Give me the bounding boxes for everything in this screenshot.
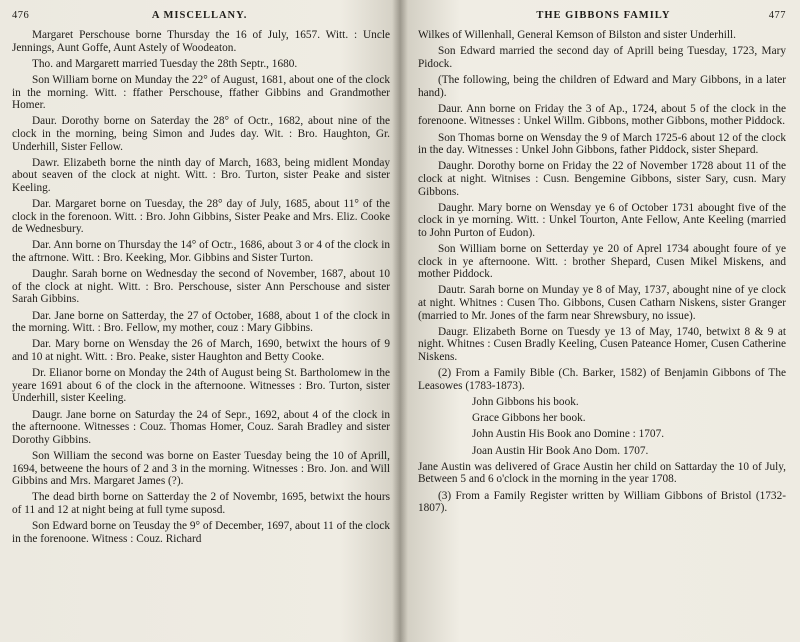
paragraph: Daughr. Mary borne on Wensday ye 6 of October 1731 abought five of the clock in ye morning. Witt. : Unkel Tourton, Ante Fellow, Ante Keeling (married to John Purton of Eudon). [418, 201, 786, 239]
inscription-line: John Austin His Book ano Domine : 1707. [472, 428, 665, 441]
paragraph: Wilkes of Willenhall, General Kemson of Bilston and sister Underhill. [418, 29, 736, 41]
paragraph: Dar. Margaret borne on Tuesday, the 28° day of July, 1685, about 11° of the clock in the forenoon. Witt. : Bro. John Gibbins, Sister Peake and Mrs. Eliz. Cooke de Wednesbury. [12, 198, 390, 236]
paragraph: Dar. Mary borne on Wensday the 26 of March, 1690, betwixt the hours of 9 and 10 at night. Witt. : Bro. Peake, sister Haughton and Betty Cooke. [12, 338, 390, 363]
right-page-number: 477 [768, 10, 786, 21]
left-running-head: A MISCELLANY. [151, 10, 248, 21]
paragraph: Dautr. Sarah borne on Munday ye 8 of May, 1737, abought nine of ye clock at night. Whitnes : Cusen Tho. Gibbons, Cusen Catharn Niskens, sister Granger (married to Mr. Jones of the farm near Shrewsbury, no issue). [418, 284, 786, 322]
paragraph: Daugr. Jane borne on Saturday the 24 of Sepr., 1692, about 4 of the clock in the afternoone. Witnesses : Couz. Thomas Homer, Couz. Sarah Bradley and sister Dorothy Gibbins. [12, 408, 390, 446]
paragraph: Son Thomas borne on Wensday the 9 of March 1725-6 about 12 of the clock in the day. Witnesses : Unkel John Gibbons, father Piddock, sister Shepard. [418, 131, 786, 157]
right-page [400, 0, 800, 642]
right-page-header [418, 10, 786, 21]
inscription-line: John Gibbons his book. [472, 395, 579, 408]
paragraph: Son Edward married the second day of Aprill being Tuesday, 1723, Mary Pidock. [418, 45, 786, 70]
left-page-body [12, 29, 390, 545]
paragraph: Dr. Elianor borne on Monday the 24th of August being St. Bartholomew in the yeare 1691 about 6 of the clock in the afternoone. Witnesses : Bro. Turton, sister Underhill, sister Keeling. [12, 367, 390, 405]
paragraph: (2) From a Family Bible (Ch. Barker, 1582) of Benjamin Gibbons of The Leasowes (1783-1873). [418, 367, 786, 392]
paragraph: Son William borne on Munday the 22° of August, 1681, about one of the clock in the morning. Witt. : ffather Perschouse, ffather Gibbins and Grandmother Homer. [12, 73, 390, 112]
paragraph: Daughr. Dorothy borne on Friday the 22 of November 1728 about 11 of the clock at night. Witnises : Cusn. Bengemine Gibbons, sister Sary, cusn. Mary Gibbons. [418, 160, 786, 198]
paragraph: (3) From a Family Register written by William Gibbons of Bristol (1732-1807). [418, 489, 786, 515]
paragraph: Dar. Jane borne on Satterday, the 27 of October, 1688, about 1 of the clock in the morning. Witt. : Bro. Fellow, my mother, couz : Mary Gibbins. [12, 309, 390, 335]
paragraph: Jane Austin was delivered of Grace Austin her child on Sattarday the 10 of July, Between 5 and 6 o'clock in the morning in the year 1708. [418, 460, 786, 486]
paragraph: Margaret Perschouse borne Thursday the 16 of July, 1657. Witt. : Uncle Jennings, Aunt Goffe, Aunt Astely of Woodeaton. [12, 29, 390, 54]
paragraph: Daur. Ann borne on Friday the 3 of Ap., 1724, about 5 of the clock in the forenoone. Witnesses : Unkel Willm. Gibbons, mother Gibbons, mother Piddock. [418, 102, 786, 128]
paragraph: The dead birth borne on Satterday the 2 of Novembr, 1695, betwixt the hours of 11 and 12 at night being at full tyme suposd. [12, 491, 390, 516]
inscription-line: Grace Gibbons her book. [472, 412, 586, 425]
paragraph: Son Edward borne on Teusday the 9° of December, 1697, about 11 of the clock in the forenoone. Witness : Couz. Richard [12, 520, 390, 545]
inscription-line: Joan Austin Hir Book Ano Dom. 1707. [472, 444, 649, 457]
book-gutter [392, 0, 408, 642]
paragraph: Son William the second was borne on Easter Tuesday being the 10 of Aprill, 1694, betweene the hours of 2 and 3 in the morning. Witnesses : Bro. Jon. and Will Gibbins and Mrs. Margaret James (?). [12, 449, 390, 488]
paragraph: (The following, being the children of Edward and Mary Gibbons, in a later hand). [418, 73, 786, 99]
left-page-number: 476 [12, 10, 30, 21]
paragraph: Tho. and Margarett married Tuesday the 28th Septr., 1680. [32, 57, 298, 70]
paragraph: Dar. Ann borne on Thursday the 14° of Octr., 1686, about 3 or 4 of the clock in the aftrnone. Witt. : Bro. Keeking, Mor. Gibbins and Sister Turton. [12, 239, 390, 265]
right-page-body [418, 29, 786, 515]
paragraph: Son William borne on Setterday ye 20 of Aprel 1734 abought foure of ye clock in ye afternoone. Witt. : brother Shepard, Cusen Mikel Miskens, and mother Piddock. [418, 243, 786, 281]
right-running-head: THE GIBBONS FAMILY [536, 10, 671, 21]
paragraph: Dawr. Elizabeth borne the ninth day of March, 1683, being midlent Monday about seaven of the clock at night. Witt. : Bro. Turton, sister Peake and sister Keeling. [12, 156, 390, 194]
paragraph: Daughr. Sarah borne on Wednesday the second of November, 1687, about 10 of the clock at night. Witt. : Bro. Perschouse, sister Ann Perschouse and sister Sarah Gibbins. [12, 268, 390, 306]
paragraph: Daugr. Elizabeth Borne on Tuesdy ye 13 of May, 1740, betwixt 8 & 9 at night. Whitnes : Cusen Bradly Keeling, Cusen Pateance Homer, Cusen Catherine Niskens. [418, 325, 786, 363]
paragraph: Daur. Dorothy borne on Saterday the 28° of Octr., 1682, about nine of the clock in the morning, being Simon and Judes day. Wit. : Bro. Haughton, Gr. Underhill, Sister Fellow. [12, 115, 390, 153]
left-page-header [12, 10, 390, 21]
